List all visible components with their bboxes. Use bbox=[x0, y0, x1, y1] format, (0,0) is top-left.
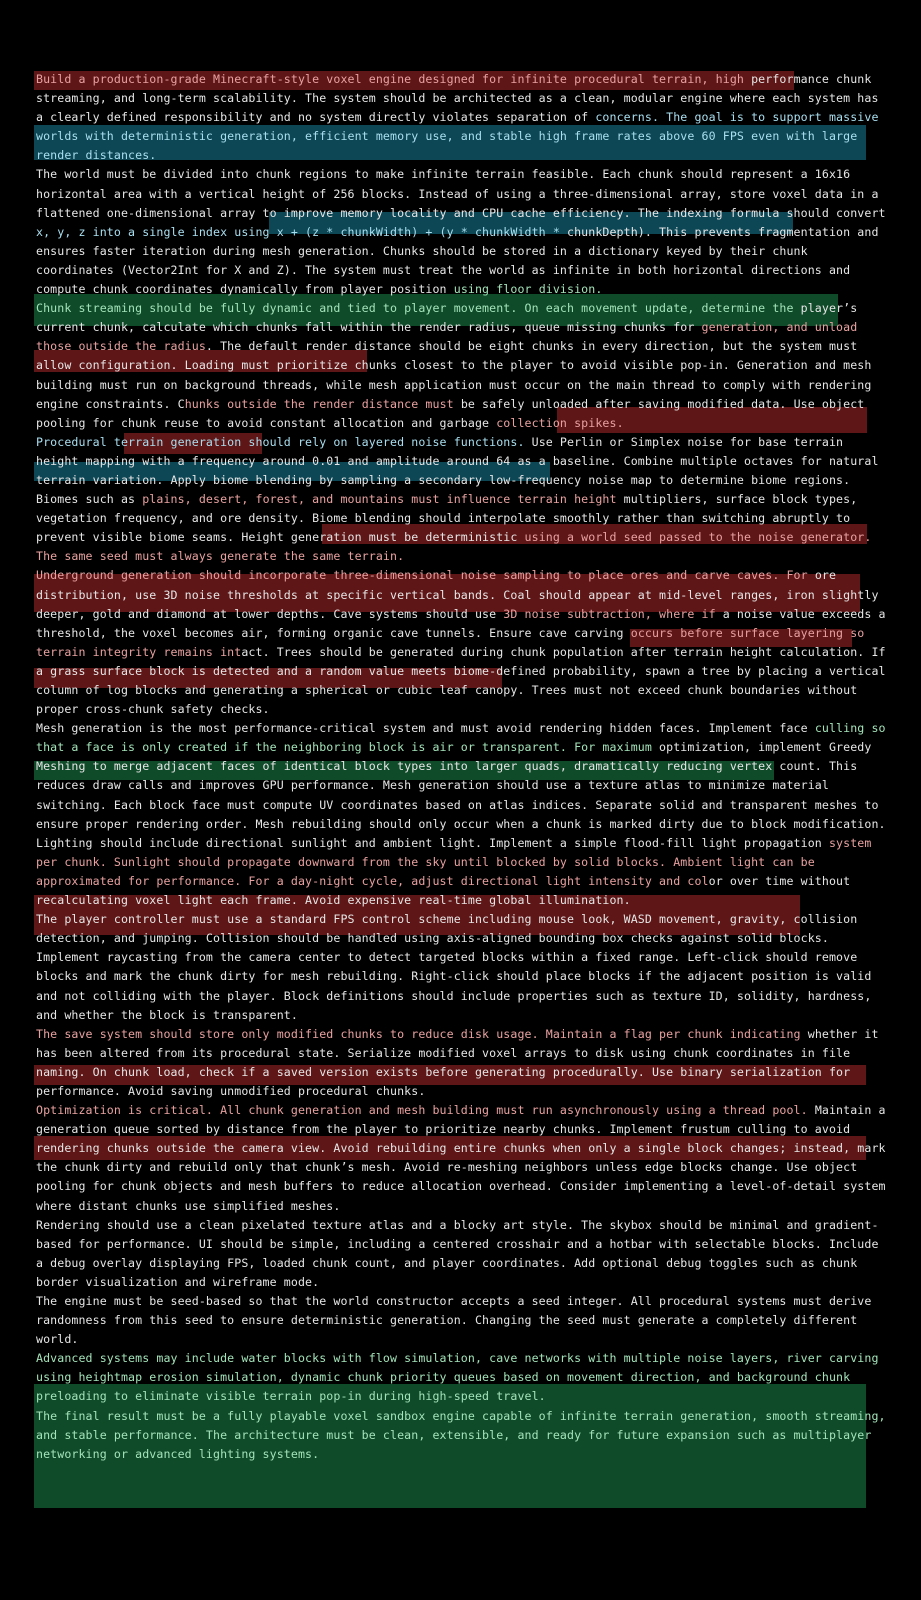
highlighted-text: Procedural terrain generation should rely on layered noise functions. bbox=[36, 434, 525, 449]
paragraph bbox=[36, 1292, 886, 1349]
highlighted-text: The final result must be a fully playable voxel sandbox engine capable of infinite terrain generation, smooth streaming, and stable performance. The architecture must be clean, extensible, and ready for future expansion such as multiplayer networking or advanced lighting systems. bbox=[36, 1408, 886, 1461]
highlighted-text: Build a production-grade Minecraft-style voxel engine designed for infinite procedural terrain, high bbox=[36, 72, 752, 86]
highlighted-text: 3D noise subtraction, where if bbox=[503, 606, 716, 621]
paragraph bbox=[36, 1349, 886, 1406]
text-segment: optimization, implement Greedy Meshing to merge adjacent faces of identical block types into larger quads, dramatically reducing vertex count. This reduces draw calls and improves GPU performance. Mesh generation should use a texture atlas to minimize material switching. Each block face must compute UV coordinates based on atlas indices. Separate solid and transparent meshes to ensure proper rendering order. Mesh rebuilding should only occur when a chunk is marked dirty due to block modification. bbox=[36, 740, 886, 831]
highlighted-text: Advanced systems may include water blocks with flow simulation, cave networks with multiple noise layers, river carving using heightmap erosion simulation, dynamic chunk priority queues based on movement direction, and background chunk preloading to eliminate visible terrain pop-in during high-speed travel. bbox=[36, 1351, 879, 1404]
paragraph bbox=[36, 70, 886, 165]
highlighted-text: The save system should store only modified chunks to reduce disk usage. Maintain a flag per chunk indicating bbox=[36, 1026, 801, 1041]
highlighted-text: Optimization is critical. All chunk generation and mesh building must run asynchronously using a thread pool. bbox=[36, 1103, 808, 1118]
text-segment: or over time without recalculating voxel light each frame. Avoid expensive real-time global illumination. bbox=[36, 873, 851, 908]
text-segment: Lighting should include directional sunlight and ambient light. Implement a simple flood-fill light propagation bbox=[36, 835, 829, 850]
paragraph bbox=[36, 834, 886, 910]
highlighted-text: occurs before surface layering so terrain integrity remains int bbox=[36, 625, 865, 659]
text-segment: The world must be divided into chunk regions to make infinite terrain feasible. Each chunk should represent a 16x16 horizontal area with a vertical height of 256 blocks. Instead of using a three-dimensional array, store voxel data in a flattened one-dimensional array to improve memory locality and CPU cache efficiency. The indexing formula should convert bbox=[36, 167, 886, 220]
text-segment: performance chunk streaming, and long-term scalability. The system should be architected as a clean, modular engine where each system has a clearly defined responsibility and no system directly violates separation of bbox=[36, 72, 879, 125]
highlighted-text: plains, desert, forest, and mountains must influence terrain height bbox=[142, 492, 617, 507]
text-segment: ore distribution, use 3D noise thresholds at specific vertical bands. Coal should appear at mid-level ranges, iron slightly deeper, gold and diamond at lower depths. Cave systems should use bbox=[36, 568, 879, 621]
highlighted-text: concerns. The goal is to support massive worlds with deterministic generation, efficient memory use, and stable high frame rates above 60 FPS even with large render distances. bbox=[36, 110, 879, 163]
text-segment: a noise value exceeds a threshold, the voxel becomes air, forming organic cave tunnels. Ensure cave carving bbox=[36, 606, 886, 640]
text-segment: The player controller must use a standard FPS control scheme including mouse look, WASD movement, gravity, collision detection, and jumping. Collision should be handled using axis-aligned bounding box checks against solid blocks. Implement raycasting from the camera center to detect targeted blocks within a fixed range. Left-click should remove blocks and mark the chunk dirty for mesh rebuilding. Right-click should place blocks if the adjacent position is valid and not colliding with the player. Block definitions should include properties such as texture ID, solidity, hardness, and whether the block is transparent. bbox=[36, 912, 872, 1022]
highlighted-text: collection spikes. bbox=[496, 415, 624, 430]
highlighted-text: generation, and unload those outside the radius bbox=[36, 320, 858, 354]
paragraph bbox=[36, 433, 886, 567]
highlighted-text: hunks outside the render distance must bbox=[184, 396, 454, 411]
paragraph bbox=[36, 1101, 886, 1216]
paragraph bbox=[36, 910, 886, 1025]
document-body bbox=[36, 70, 886, 1464]
paragraph bbox=[36, 719, 886, 834]
paragraph bbox=[36, 165, 886, 299]
text-segment: Rendering should use a clean pixelated texture atlas and a blocky art style. The skybox should be minimal and gradient-based for performance. UI should be simple, including a centered crosshair and a hotbar with selectable blocks. Include a debug overlay displaying FPS, loaded chunk count, and player coordinates. Add optional debug toggles such as chunk border visualization and wireframe mode. bbox=[36, 1217, 879, 1289]
text-segment: chunkDepth). This prevents fragmentation and ensures faster iteration during mesh generation. Chunks should be stored in a dictionary keyed by their chunk coordinates (Vector2Int for X and Z). The system must treat the world as infinite in both horizontal directions and compute chunk coordinates dynamically from player position bbox=[36, 224, 879, 297]
highlighted-text: Chunk streaming should be fully dynamic and tied to player movement. On each movement update, determine the bbox=[36, 301, 794, 316]
highlighted-text: system per chunk. Sunlight should propagate downward from the sky until blocked by solid blocks. Ambient light can be approximated for performance. For a day-night cycle, adjust directional light intensity and col bbox=[36, 835, 872, 888]
text-segment: player’s current chunk, calculate which chunks fall within the render radius, queue missing chunks for bbox=[36, 301, 858, 335]
text-segment: Mesh generation is the most performance-critical system and must avoid rendering hidden faces. Implement face bbox=[36, 721, 815, 736]
text-segment: multipliers, surface block types, vegetation frequency, and ore density. Biome blending should interpolate smoothly rather than switching abruptly to prevent visible biome seams. Height generation must be deterministic bbox=[36, 492, 858, 545]
text-segment: . The default render distance should be eight chunks in every direction, but the system must allow configuration. Loading must prioritize chunks closest to the player to avoid visible pop-in. Generation and mesh building must run on background threads, while mesh application must occur on the main thread to comply with rendering engine constraints. C bbox=[36, 339, 872, 411]
highlighted-text: using a world seed passed to the noise generator. The same seed must always generate the same terrain. bbox=[36, 530, 872, 564]
text-segment: act. Trees should be generated during chunk population after terrain height calculation. If a grass surface block is detected and a random value meets biome-defined probability, spawn a tree by placing a vertical column of log blocks and generating a spherical or cubic leaf canopy. Trees must not exceed chunk boundaries without proper cross-chunk safety checks. bbox=[36, 644, 886, 717]
text-segment: Use Perlin or Simplex noise for base terrain height mapping with a frequency around 0.01 and amplitude around 64 as a baseline. Combine multiple octaves for natural terrain variation. Apply biome blending by sampling a secondary low-frequency noise map to determine biome regions. Biomes such as bbox=[36, 434, 879, 507]
text-segment: The engine must be seed-based so that the world constructor accepts a seed integer. All procedural systems must derive randomness from this seed to ensure deterministic generation. Changing the seed must generate a completely different world. bbox=[36, 1294, 872, 1347]
highlighted-text: culling so that a face is only created if the neighboring block is air or transparent. For maximum bbox=[36, 721, 886, 755]
highlighted-text: x, y, z into a single index using x + (z * chunkWidth) + (y * chunkWidth * bbox=[36, 224, 560, 239]
highlighted-text: using floor division. bbox=[453, 282, 603, 297]
paragraph bbox=[36, 1216, 886, 1292]
paragraph bbox=[36, 1407, 886, 1464]
highlighted-text: Underground generation should incorporate three-dimensional noise sampling to place ores and carve caves. For bbox=[36, 568, 808, 583]
text-segment: whether it has been altered from its procedural state. Serialize modified voxel arrays to disk using chunk coordinates in file naming. On chunk load, check if a saved version exists before generating procedurally. Use binary serialization for performance. Avoid saving unmodified procedural chunks. bbox=[36, 1026, 879, 1098]
paragraph bbox=[36, 299, 886, 433]
text-segment: be safely unloaded after saving modified data. Use object pooling for chunk reuse to avoid constant allocation and garbage bbox=[36, 396, 865, 430]
text-segment: Maintain a generation queue sorted by distance from the player to prioritize nearby chunks. Implement frustum culling to avoid rendering chunks outside the camera view. Avoid rebuilding entire chunks when only a single block changes; instead, mark the chunk dirty and rebuild only that chunk’s mesh. Avoid re-meshing neighbors unless edge blocks change. Use object pooling for chunk objects and mesh buffers to reduce allocation overhead. Consider implementing a level-of-detail system where distant chunks use simplified meshes. bbox=[36, 1103, 886, 1213]
paragraph bbox=[36, 1025, 886, 1101]
paragraph bbox=[36, 566, 886, 719]
